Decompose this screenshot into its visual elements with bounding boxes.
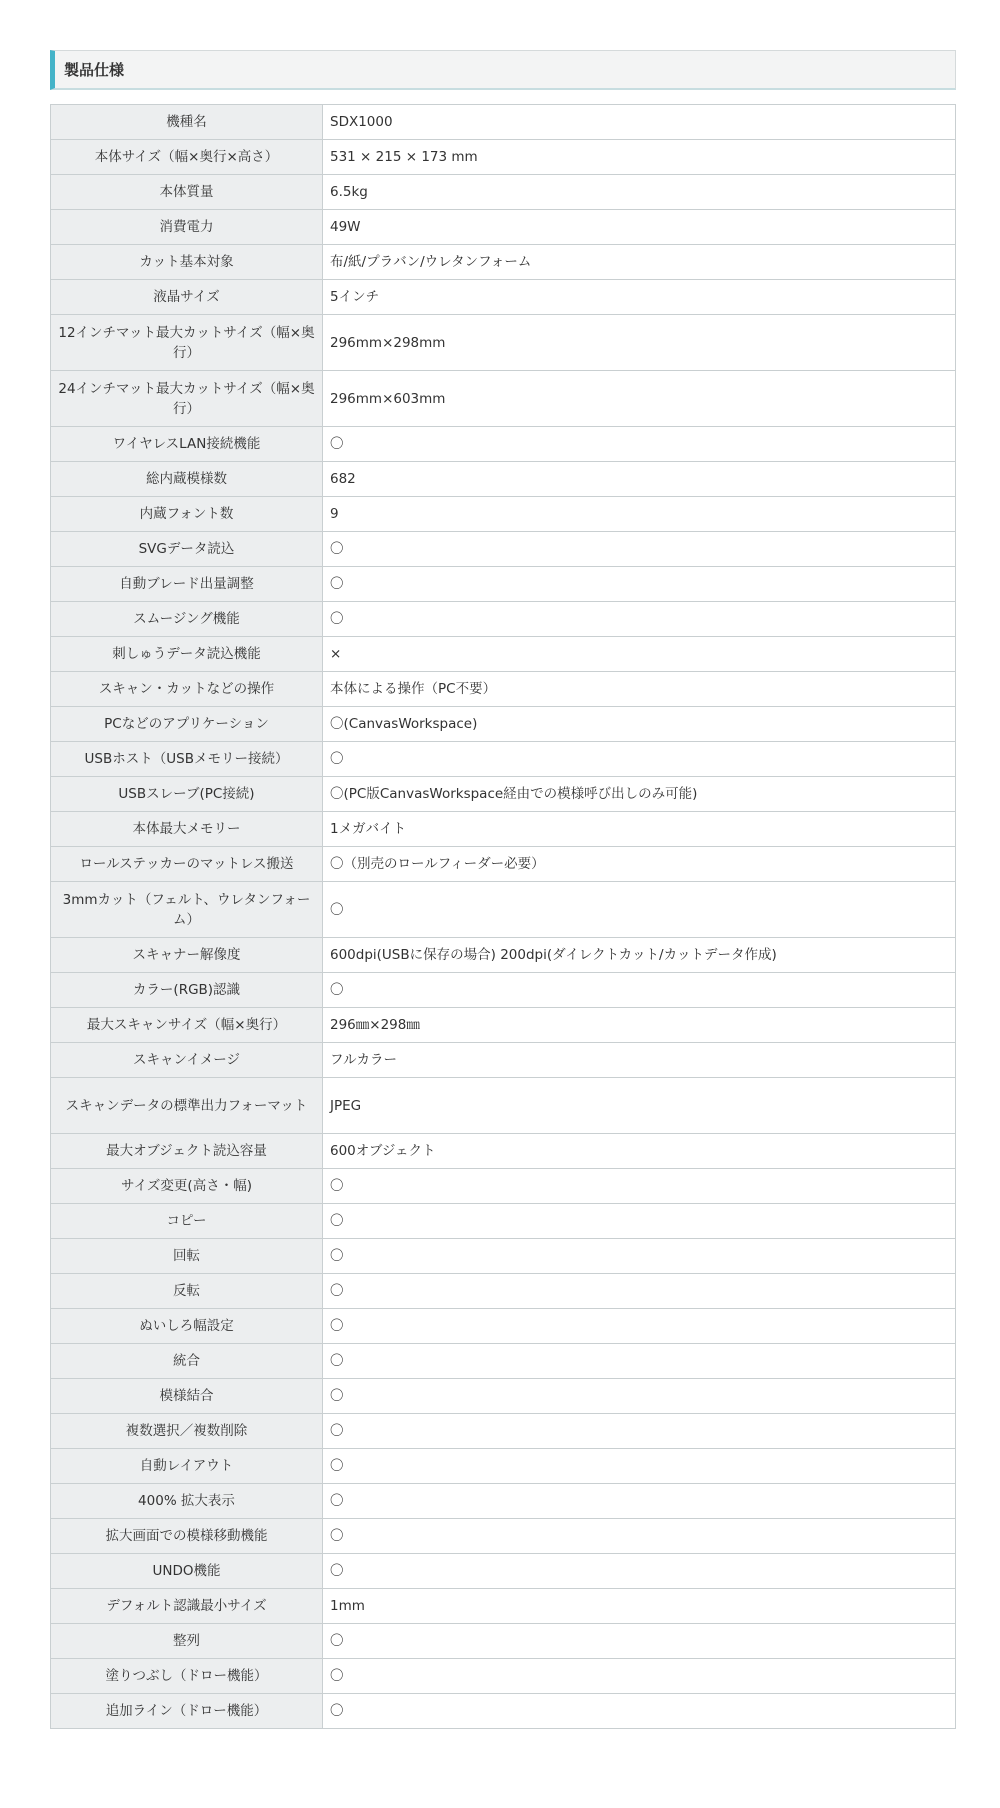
spec-value: 〇 xyxy=(323,1449,956,1484)
spec-label: 模様結合 xyxy=(51,1379,323,1414)
spec-label: 最大オブジェクト読込容量 xyxy=(51,1134,323,1169)
spec-value: 〇 xyxy=(323,882,956,938)
spec-value: 〇 xyxy=(323,1204,956,1239)
section-header xyxy=(50,50,956,90)
spec-label: 消費電力 xyxy=(51,210,323,245)
spec-row xyxy=(51,210,956,245)
spec-row xyxy=(51,1309,956,1344)
spec-label: ぬいしろ幅設定 xyxy=(51,1309,323,1344)
spec-value: 600オブジェクト xyxy=(323,1134,956,1169)
spec-label: 複数選択／複数削除 xyxy=(51,1414,323,1449)
spec-label: 反転 xyxy=(51,1274,323,1309)
spec-row xyxy=(51,280,956,315)
spec-label: 本体質量 xyxy=(51,175,323,210)
spec-row xyxy=(51,1008,956,1043)
spec-label: 本体最大メモリー xyxy=(51,812,323,847)
spec-label: USBスレーブ(PC接続) xyxy=(51,777,323,812)
spec-row xyxy=(51,1519,956,1554)
spec-row xyxy=(51,1134,956,1169)
spec-label: 回転 xyxy=(51,1239,323,1274)
spec-row xyxy=(51,973,956,1008)
spec-label: 内蔵フォント数 xyxy=(51,497,323,532)
spec-label: 塗りつぶし（ドロー機能） xyxy=(51,1659,323,1694)
spec-label: サイズ変更(高さ・幅) xyxy=(51,1169,323,1204)
spec-row xyxy=(51,602,956,637)
spec-label: デフォルト認識最小サイズ xyxy=(51,1589,323,1624)
spec-value: 49W xyxy=(323,210,956,245)
spec-label: 拡大画面での模様移動機能 xyxy=(51,1519,323,1554)
spec-value: 1mm xyxy=(323,1589,956,1624)
spec-value: 〇 xyxy=(323,742,956,777)
spec-row xyxy=(51,1169,956,1204)
spec-label: 本体サイズ（幅×奥行×高さ） xyxy=(51,140,323,175)
spec-row xyxy=(51,1414,956,1449)
spec-label: PCなどのアプリケーション xyxy=(51,707,323,742)
spec-row xyxy=(51,637,956,672)
spec-row xyxy=(51,1204,956,1239)
spec-row xyxy=(51,140,956,175)
spec-label: UNDO機能 xyxy=(51,1554,323,1589)
spec-value: 〇（別売のロールフィーダー必要） xyxy=(323,847,956,882)
spec-row xyxy=(51,1589,956,1624)
spec-value: 〇 xyxy=(323,1344,956,1379)
spec-row xyxy=(51,672,956,707)
spec-value: 〇 xyxy=(323,1309,956,1344)
spec-value: 〇 xyxy=(323,1624,956,1659)
spec-row xyxy=(51,175,956,210)
spec-row xyxy=(51,1344,956,1379)
spec-row xyxy=(51,1379,956,1414)
spec-value: × xyxy=(323,637,956,672)
spec-value: 〇 xyxy=(323,1659,956,1694)
spec-value: 〇(CanvasWorkspace) xyxy=(323,707,956,742)
spec-label: ロールステッカーのマットレス搬送 xyxy=(51,847,323,882)
spec-value: SDX1000 xyxy=(323,105,956,140)
spec-table-body xyxy=(51,105,956,1729)
spec-row xyxy=(51,938,956,973)
spec-row xyxy=(51,1043,956,1078)
spec-value: 〇 xyxy=(323,532,956,567)
spec-row xyxy=(51,315,956,371)
spec-label: USBホスト（USBメモリー接続） xyxy=(51,742,323,777)
spec-value: 5インチ xyxy=(323,280,956,315)
spec-label: ワイヤレスLAN接続機能 xyxy=(51,427,323,462)
spec-value: 〇 xyxy=(323,1484,956,1519)
spec-row xyxy=(51,1449,956,1484)
spec-row xyxy=(51,245,956,280)
spec-label: 刺しゅうデータ読込機能 xyxy=(51,637,323,672)
spec-label: スキャン・カットなどの操作 xyxy=(51,672,323,707)
spec-label: スムージング機能 xyxy=(51,602,323,637)
spec-value: 〇 xyxy=(323,1519,956,1554)
spec-label: 400% 拡大表示 xyxy=(51,1484,323,1519)
spec-label: 液晶サイズ xyxy=(51,280,323,315)
spec-label: スキャナー解像度 xyxy=(51,938,323,973)
spec-value: 〇 xyxy=(323,1694,956,1729)
spec-value: 1メガバイト xyxy=(323,812,956,847)
spec-label: 24インチマット最大カットサイズ（幅×奥行） xyxy=(51,371,323,427)
spec-label: 自動レイアウト xyxy=(51,1449,323,1484)
spec-value: 本体による操作（PC不要） xyxy=(323,672,956,707)
spec-row xyxy=(51,427,956,462)
spec-row xyxy=(51,812,956,847)
spec-value: 296㎜×298㎜ xyxy=(323,1008,956,1043)
spec-row xyxy=(51,1694,956,1729)
spec-label: 自動ブレード出量調整 xyxy=(51,567,323,602)
spec-label: 最大スキャンサイズ（幅×奥行） xyxy=(51,1008,323,1043)
spec-label: コピー xyxy=(51,1204,323,1239)
spec-row xyxy=(51,847,956,882)
spec-row xyxy=(51,105,956,140)
spec-table xyxy=(50,104,956,1729)
spec-label: スキャンデータの標準出力フォーマット xyxy=(51,1078,323,1134)
spec-value: 〇 xyxy=(323,567,956,602)
spec-label: 統合 xyxy=(51,1344,323,1379)
spec-value: 〇 xyxy=(323,1379,956,1414)
spec-value: 〇 xyxy=(323,427,956,462)
spec-value: 〇 xyxy=(323,973,956,1008)
spec-value: 296mm×298mm xyxy=(323,315,956,371)
spec-value: フルカラー xyxy=(323,1043,956,1078)
spec-row xyxy=(51,532,956,567)
spec-value: 〇 xyxy=(323,1239,956,1274)
spec-value: 6.5kg xyxy=(323,175,956,210)
spec-label: 機種名 xyxy=(51,105,323,140)
spec-label: カット基本対象 xyxy=(51,245,323,280)
spec-value: 布/紙/プラバン/ウレタンフォーム xyxy=(323,245,956,280)
spec-value: 〇 xyxy=(323,1414,956,1449)
spec-value: 〇 xyxy=(323,1169,956,1204)
spec-row xyxy=(51,1624,956,1659)
spec-row xyxy=(51,707,956,742)
spec-row xyxy=(51,567,956,602)
spec-label: 12インチマット最大カットサイズ（幅×奥行） xyxy=(51,315,323,371)
spec-row xyxy=(51,1554,956,1589)
spec-value: 531 × 215 × 173 mm xyxy=(323,140,956,175)
spec-row xyxy=(51,1078,956,1134)
spec-value: JPEG xyxy=(323,1078,956,1134)
spec-row xyxy=(51,1659,956,1694)
spec-value: 296mm×603mm xyxy=(323,371,956,427)
spec-value: 9 xyxy=(323,497,956,532)
section-title: 製品仕様 xyxy=(64,61,125,79)
spec-row xyxy=(51,497,956,532)
spec-row xyxy=(51,1239,956,1274)
spec-value: 〇(PC版CanvasWorkspace経由での模様呼び出しのみ可能) xyxy=(323,777,956,812)
spec-label: SVGデータ読込 xyxy=(51,532,323,567)
spec-row xyxy=(51,742,956,777)
spec-label: カラー(RGB)認識 xyxy=(51,973,323,1008)
spec-row xyxy=(51,777,956,812)
spec-value: 〇 xyxy=(323,602,956,637)
spec-value: 〇 xyxy=(323,1274,956,1309)
spec-label: 3mmカット（フェルト、ウレタンフォーム） xyxy=(51,882,323,938)
spec-row xyxy=(51,1274,956,1309)
spec-label: 整列 xyxy=(51,1624,323,1659)
spec-label: 総内蔵模様数 xyxy=(51,462,323,497)
spec-row xyxy=(51,1484,956,1519)
spec-value: 600dpi(USBに保存の場合) 200dpi(ダイレクトカット/カットデータ作成) xyxy=(323,938,956,973)
spec-value: 682 xyxy=(323,462,956,497)
spec-label: スキャンイメージ xyxy=(51,1043,323,1078)
spec-row xyxy=(51,462,956,497)
spec-row xyxy=(51,882,956,938)
spec-value: 〇 xyxy=(323,1554,956,1589)
spec-row xyxy=(51,371,956,427)
spec-label: 追加ライン（ドロー機能） xyxy=(51,1694,323,1729)
